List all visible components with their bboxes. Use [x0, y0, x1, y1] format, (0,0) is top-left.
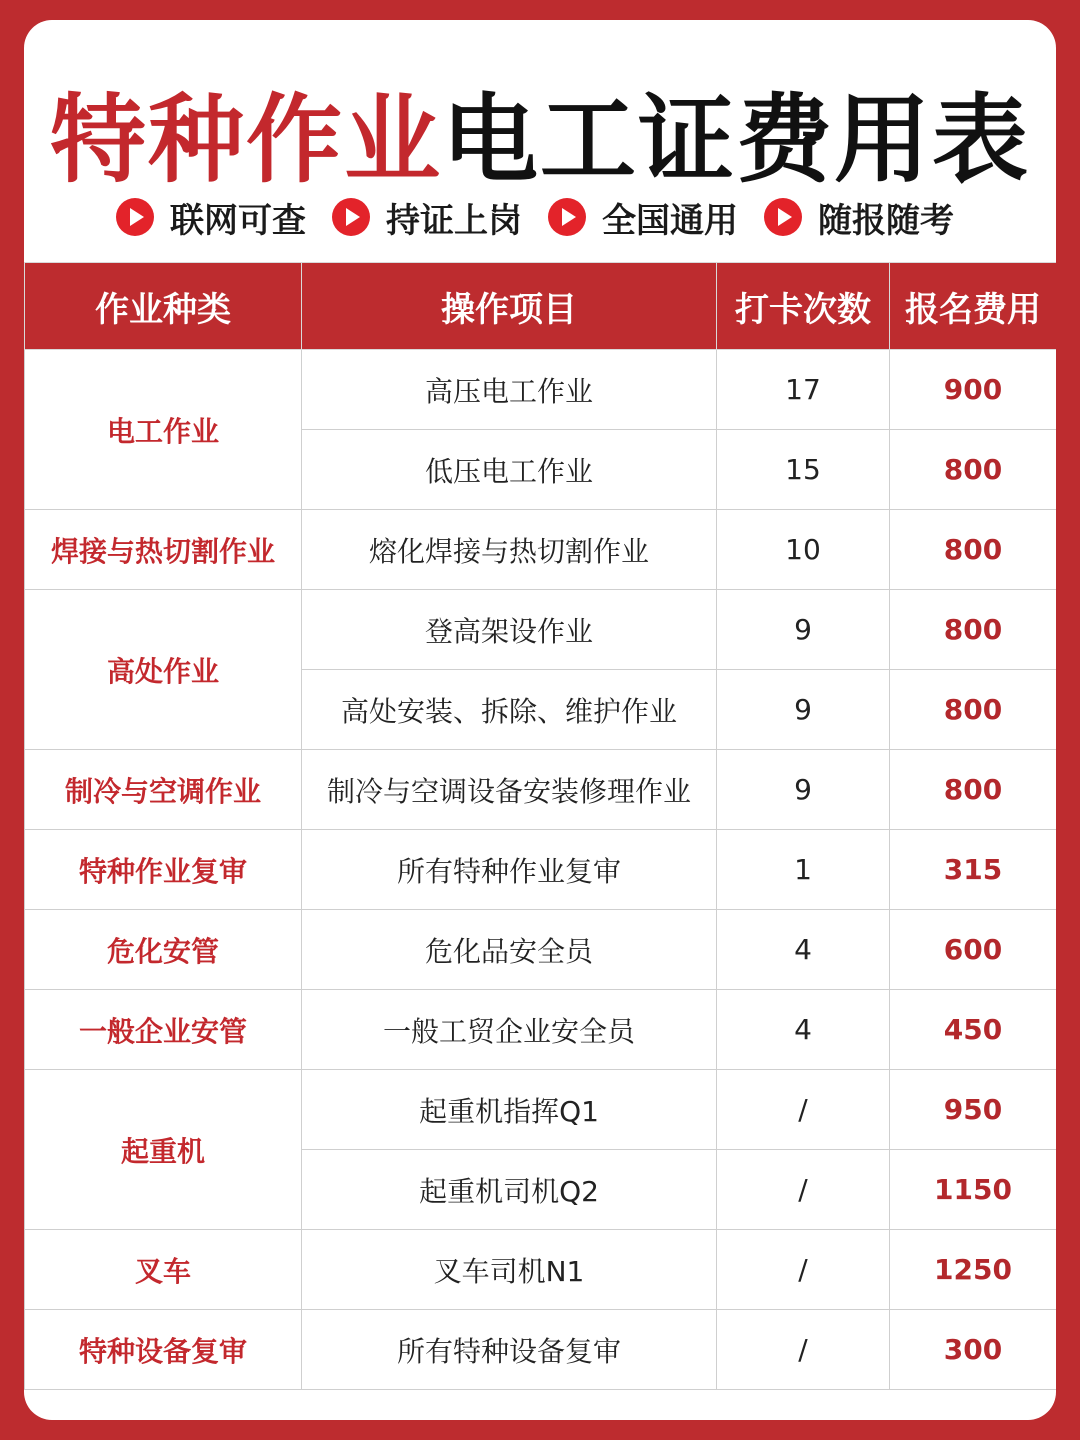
count-cell: 10 [717, 510, 890, 590]
count-cell: 17 [717, 350, 890, 430]
fee-cell: 315 [890, 830, 1057, 910]
item-cell: 所有特种设备复审 [302, 1310, 717, 1390]
table-header-row [25, 263, 1057, 350]
table-row [25, 510, 1057, 590]
item-cell: 一般工贸企业安全员 [302, 990, 717, 1070]
count-cell: 1 [717, 830, 890, 910]
count-cell: / [717, 1150, 890, 1230]
table-row [25, 1230, 1057, 1310]
tag-item [764, 193, 964, 242]
header-item: 操作项目 [302, 263, 717, 350]
category-cell: 起重机 [25, 1070, 302, 1230]
fee-cell: 800 [890, 430, 1057, 510]
header-category: 作业种类 [25, 263, 302, 350]
fee-cell: 800 [890, 590, 1057, 670]
table-row [25, 590, 1057, 670]
table-row [25, 830, 1057, 910]
play-icon [548, 198, 586, 236]
table-row [25, 910, 1057, 990]
count-cell: / [717, 1310, 890, 1390]
play-icon [332, 198, 370, 236]
title-black-part: 电工证费用表 [442, 84, 1030, 196]
fee-cell: 800 [890, 510, 1057, 590]
count-cell: / [717, 1070, 890, 1150]
fee-cell: 900 [890, 350, 1057, 430]
fee-cell: 600 [890, 910, 1057, 990]
count-cell: 9 [717, 750, 890, 830]
item-cell: 登高架设作业 [302, 590, 717, 670]
category-cell: 叉车 [25, 1230, 302, 1310]
table-row [25, 1310, 1057, 1390]
fee-cell: 1150 [890, 1150, 1057, 1230]
table-row [25, 990, 1057, 1070]
page-title [24, 80, 1056, 200]
table-row [25, 350, 1057, 430]
tag-item [548, 193, 748, 242]
category-cell: 一般企业安管 [25, 990, 302, 1070]
category-cell: 电工作业 [25, 350, 302, 510]
count-cell: 4 [717, 990, 890, 1070]
price-card [24, 20, 1056, 1420]
item-cell: 危化品安全员 [302, 910, 717, 990]
fee-table [24, 262, 1056, 1390]
feature-tags [24, 192, 1056, 242]
fee-cell: 800 [890, 670, 1057, 750]
item-cell: 起重机指挥Q1 [302, 1070, 717, 1150]
fee-cell: 450 [890, 990, 1057, 1070]
header-fee: 报名费用 [890, 263, 1057, 350]
item-cell: 叉车司机N1 [302, 1230, 717, 1310]
count-cell: / [717, 1230, 890, 1310]
category-cell: 特种设备复审 [25, 1310, 302, 1390]
category-cell: 制冷与空调作业 [25, 750, 302, 830]
tag-label: 随报随考 [818, 200, 954, 241]
fee-cell: 950 [890, 1070, 1057, 1150]
tag-label: 联网可查 [170, 200, 306, 241]
count-cell: 4 [717, 910, 890, 990]
play-icon [764, 198, 802, 236]
play-icon [116, 198, 154, 236]
title-red-part: 特种作业 [50, 84, 442, 196]
item-cell: 起重机司机Q2 [302, 1150, 717, 1230]
category-cell: 高处作业 [25, 590, 302, 750]
header-count: 打卡次数 [717, 263, 890, 350]
tag-item [116, 193, 316, 242]
fee-cell: 800 [890, 750, 1057, 830]
tag-item [332, 193, 532, 242]
item-cell: 高处安装、拆除、维护作业 [302, 670, 717, 750]
item-cell: 制冷与空调设备安装修理作业 [302, 750, 717, 830]
table-row [25, 750, 1057, 830]
category-cell: 危化安管 [25, 910, 302, 990]
category-cell: 焊接与热切割作业 [25, 510, 302, 590]
item-cell: 所有特种作业复审 [302, 830, 717, 910]
count-cell: 9 [717, 590, 890, 670]
item-cell: 熔化焊接与热切割作业 [302, 510, 717, 590]
fee-cell: 1250 [890, 1230, 1057, 1310]
fee-cell: 300 [890, 1310, 1057, 1390]
tag-label: 全国通用 [602, 200, 738, 241]
item-cell: 高压电工作业 [302, 350, 717, 430]
tag-label: 持证上岗 [386, 200, 522, 241]
count-cell: 9 [717, 670, 890, 750]
item-cell: 低压电工作业 [302, 430, 717, 510]
count-cell: 15 [717, 430, 890, 510]
table-row [25, 1070, 1057, 1150]
category-cell: 特种作业复审 [25, 830, 302, 910]
